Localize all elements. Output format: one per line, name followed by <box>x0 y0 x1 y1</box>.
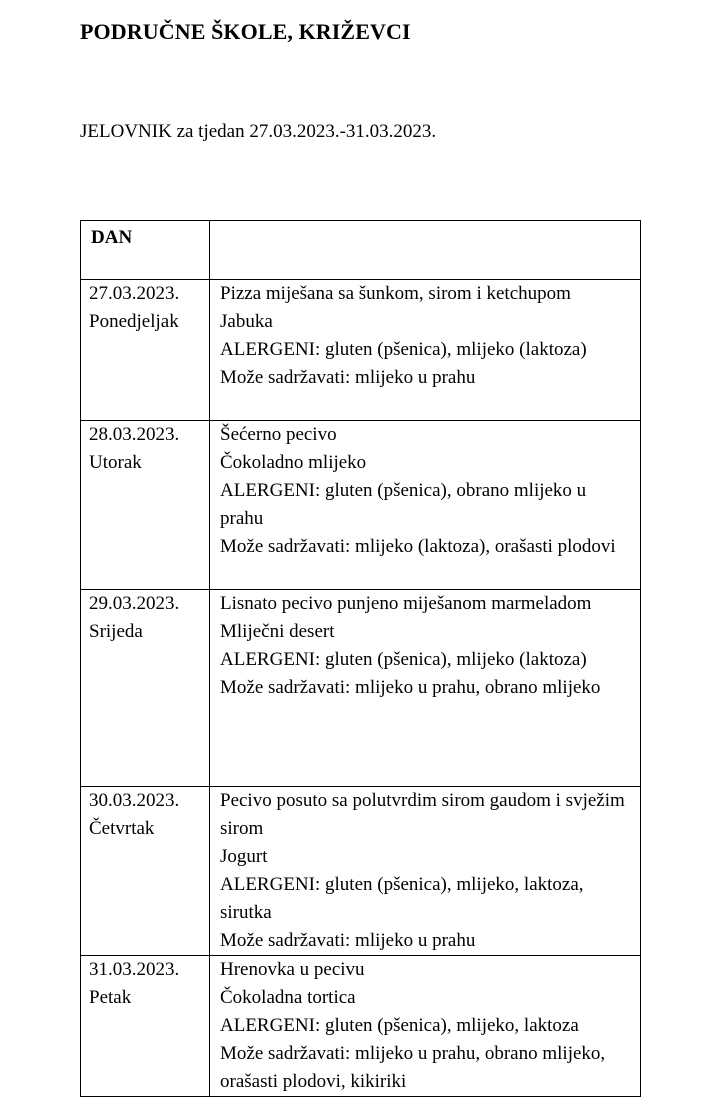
table-header-row <box>81 221 641 280</box>
allergens-line: ALERGENI: gluten (pšenica), mlijeko (laktoza) <box>220 649 587 670</box>
row-day-name: Petak <box>89 987 132 1008</box>
row-day-name: Ponedjeljak <box>89 311 179 332</box>
table-row <box>81 956 641 1097</box>
meal-item: Mliječni desert <box>220 621 335 642</box>
row-date: 28.03.2023. <box>89 424 180 445</box>
day-cell <box>81 590 210 787</box>
meal-item: Lisnato pecivo punjeno miješanom marmeladom <box>220 593 592 614</box>
allergens-line: ALERGENI: gluten (pšenica), obrano mlijeko u prahu <box>220 480 587 529</box>
may-contain-line: Može sadržavati: mlijeko u prahu <box>220 930 476 951</box>
header-menu <box>210 221 641 280</box>
may-contain-line: Može sadržavati: mlijeko (laktoza), orašasti plodovi <box>220 536 616 557</box>
document-title: PODRUČNE ŠKOLE, KRIŽEVCI <box>80 19 411 44</box>
meal-item: Pecivo posuto sa polutvrdim sirom gaudom i svježim sirom <box>220 790 625 839</box>
allergens-line: ALERGENI: gluten (pšenica), mlijeko, laktoza <box>220 1015 579 1036</box>
meal-cell <box>210 956 641 1097</box>
meal-item: Pizza miješana sa šunkom, sirom i ketchupom <box>220 283 571 304</box>
table-row <box>81 280 641 421</box>
meal-cell <box>210 280 641 421</box>
row-day-name: Četvrtak <box>89 818 155 839</box>
menu-week-heading: JELOVNIK za tjedan 27.03.2023.-31.03.2023. <box>80 121 437 142</box>
table-row <box>81 421 641 590</box>
meal-item: Jogurt <box>220 846 268 867</box>
table-row <box>81 787 641 956</box>
day-cell <box>81 280 210 421</box>
meal-cell <box>210 787 641 956</box>
allergens-line: ALERGENI: gluten (pšenica), mlijeko (laktoza) <box>220 339 587 360</box>
may-contain-line: Može sadržavati: mlijeko u prahu, obrano mlijeko, orašasti plodovi, kikiriki <box>220 1043 606 1092</box>
menu-table <box>80 220 641 1097</box>
meal-item: Šećerno pecivo <box>220 424 337 445</box>
row-date: 29.03.2023. <box>89 593 180 614</box>
may-contain-line: Može sadržavati: mlijeko u prahu <box>220 367 476 388</box>
meal-cell <box>210 590 641 787</box>
meal-item: Hrenovka u pecivu <box>220 959 365 980</box>
row-date: 27.03.2023. <box>89 283 180 304</box>
day-cell <box>81 787 210 956</box>
table-row <box>81 590 641 787</box>
day-cell <box>81 421 210 590</box>
meal-item: Jabuka <box>220 311 273 332</box>
meal-cell <box>210 421 641 590</box>
allergens-line: ALERGENI: gluten (pšenica), mlijeko, laktoza, sirutka <box>220 874 584 923</box>
meal-item: Čokoladno mlijeko <box>220 452 367 473</box>
row-date: 30.03.2023. <box>89 790 180 811</box>
meal-item: Čokoladna tortica <box>220 987 356 1008</box>
row-day-name: Utorak <box>89 452 142 473</box>
day-cell <box>81 956 210 1097</box>
row-day-name: Srijeda <box>89 621 143 642</box>
row-date: 31.03.2023. <box>89 959 180 980</box>
may-contain-line: Može sadržavati: mlijeko u prahu, obrano mlijeko <box>220 677 601 698</box>
header-day: DAN <box>81 221 210 280</box>
